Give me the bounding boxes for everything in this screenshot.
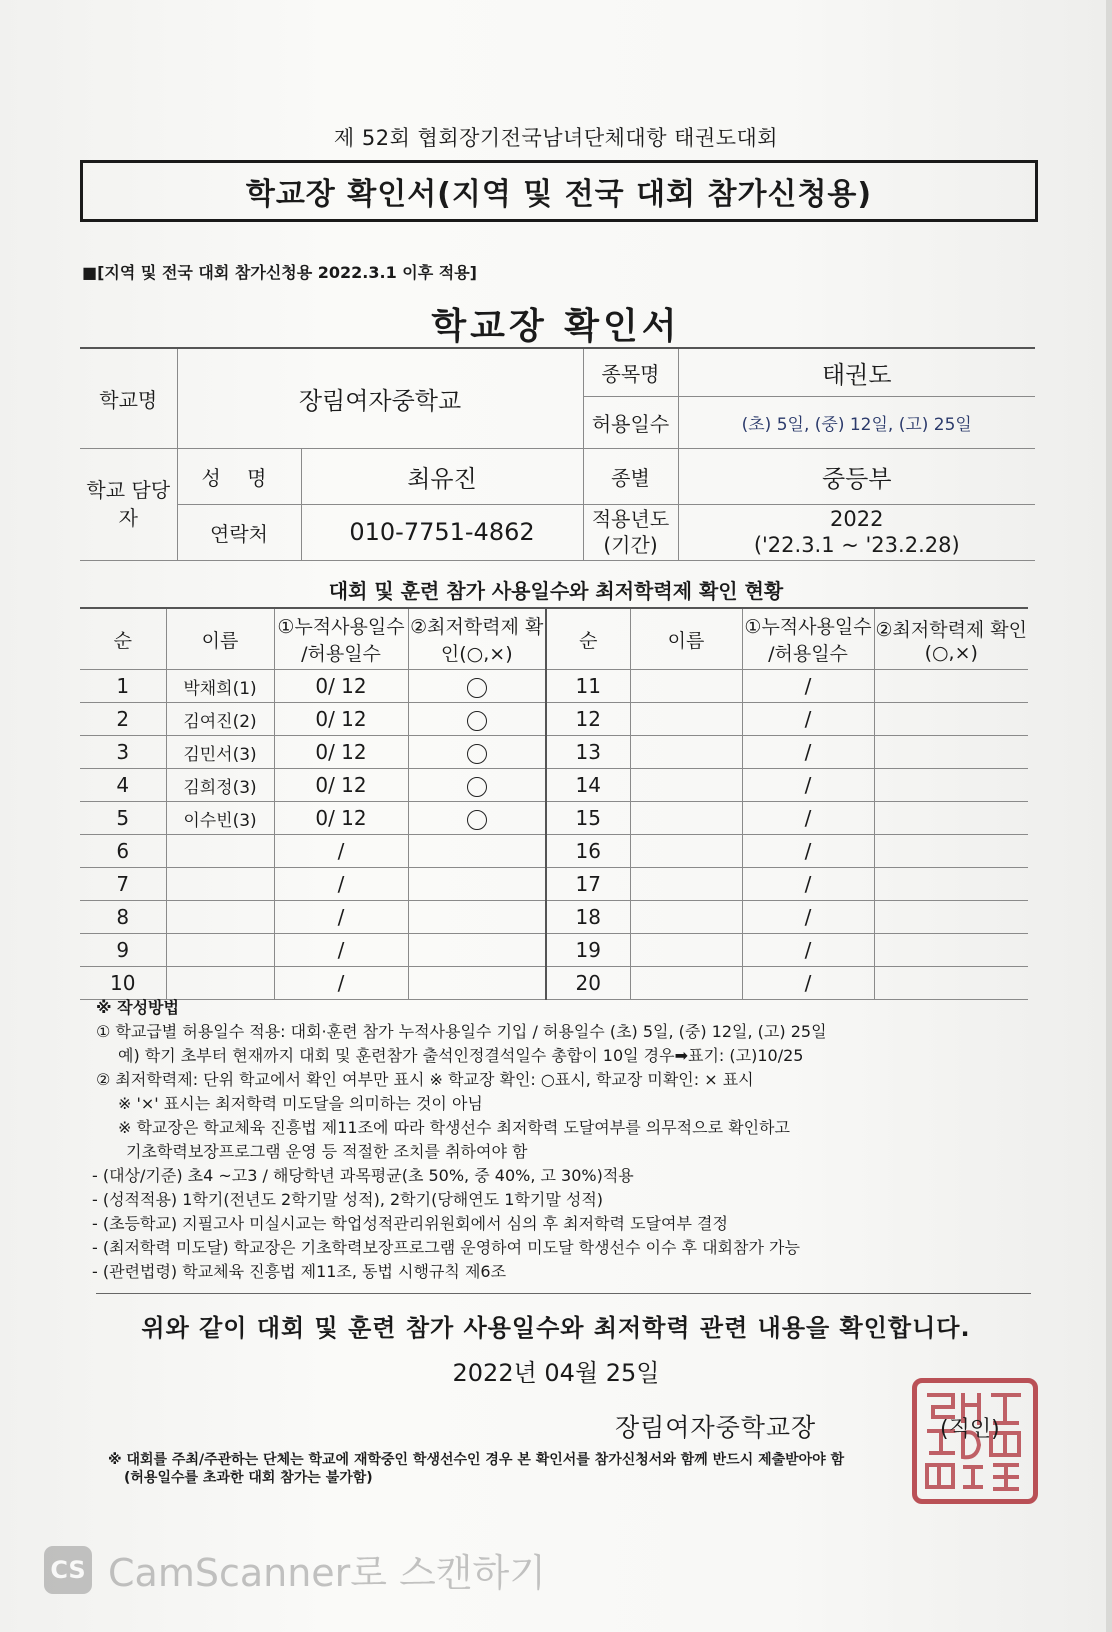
row-name-right [630, 736, 742, 769]
instructions-heading: ※ 작성방법 [96, 998, 179, 1017]
row-days: 0/ 12 [274, 736, 408, 769]
row-days-right: / [742, 769, 874, 802]
event-value: 태권도 [678, 348, 1035, 396]
row-no-right: 12 [546, 703, 630, 736]
row-no: 2 [80, 703, 166, 736]
instruction-line: 기초학력보장프로그램 운영 등 적절한 조치를 취하여야 함 [126, 1142, 528, 1161]
event-label: 종목명 [583, 348, 678, 396]
row-days: 0/ 12 [274, 703, 408, 736]
allowed-days-label: 허용일수 [583, 396, 678, 448]
row-no-right: 14 [546, 769, 630, 802]
row-days: / [274, 934, 408, 967]
circle-mark-icon [467, 810, 487, 830]
row-days-right: / [742, 736, 874, 769]
row-check-right [874, 967, 1028, 1000]
row-days: / [274, 901, 408, 934]
instruction-line: - (관련법령) 학교체육 진흥법 제11조, 동법 시행규칙 제6조 [92, 1262, 507, 1281]
application-notice: ■[지역 및 전국 대회 참가신청용 2022.3.1 이후 적용] [82, 263, 477, 282]
row-days-right: / [742, 670, 874, 703]
row-days-right: / [742, 703, 874, 736]
allowed-days-value: (초) 5일, (중) 12일, (고) 25일 [678, 396, 1035, 448]
row-days: / [274, 967, 408, 1000]
row-name-right [630, 967, 742, 1000]
row-name-right [630, 769, 742, 802]
row-days: / [274, 868, 408, 901]
row-no: 10 [80, 967, 166, 1000]
instruction-line: ※ '×' 표시는 최저학력 미도달을 의미하는 것이 아님 [118, 1094, 483, 1113]
row-name: 이수빈(3) [166, 802, 274, 835]
row-name-right [630, 835, 742, 868]
boxed-title: 학교장 확인서(지역 및 전국 대회 참가신청용) [80, 160, 1038, 222]
name-value: 최유진 [301, 448, 583, 504]
row-name-right [630, 934, 742, 967]
row-name: 김민서(3) [166, 736, 274, 769]
row-no: 1 [80, 670, 166, 703]
row-days-right: / [742, 802, 874, 835]
row-check-right [874, 802, 1028, 835]
row-days-right: / [742, 967, 874, 1000]
row-days-right: / [742, 835, 874, 868]
period-value: ('22.3.1 ~ '23.2.28) [753, 533, 960, 557]
row-check [408, 835, 546, 868]
row-check [408, 769, 546, 802]
competition-title: 제 52회 협회장기전국남녀단체대항 태권도대회 [333, 126, 779, 150]
row-days-right: / [742, 934, 874, 967]
row-no-right: 16 [546, 835, 630, 868]
instruction-line: - (초등학교) 지필고사 미실시교는 학업성적관리위원회에서 심의 후 최저학력 도달여부 결정 [92, 1214, 728, 1233]
manager-label: 학교 담당자 [80, 448, 177, 560]
instruction-line: ② 최저학력제: 단위 학교에서 확인 여부만 표시 ※ 학교장 확인: ○표시, 학교장 미확인: × 표시 [96, 1070, 754, 1089]
school-value: 장림여자중학교 [177, 348, 583, 448]
footnote [108, 1451, 1008, 1487]
school-label: 학교명 [80, 348, 177, 448]
principal-name: 장림여자중학교장 [615, 1413, 817, 1442]
header-days-right: ①누적사용일수 /허용일수 [742, 608, 874, 670]
circle-mark-icon [467, 711, 487, 731]
footnote-line-2: (허용일수를 초과한 대회 참가는 불가함) [124, 1470, 373, 1486]
header-name: 이름 [166, 608, 274, 670]
confirmation-statement: 위와 같이 대회 및 훈련 참가 사용일수와 최저학력 관련 내용을 확인합니다. [141, 1314, 971, 1342]
row-check [408, 802, 546, 835]
row-check-right [874, 934, 1028, 967]
row-no: 8 [80, 901, 166, 934]
row-check-right [874, 769, 1028, 802]
header-academic-right: ②최저학력제 확인(○,×) [874, 608, 1028, 670]
row-no-right: 15 [546, 802, 630, 835]
row-name [166, 934, 274, 967]
row-days: / [274, 835, 408, 868]
roster-table [80, 607, 1028, 1000]
row-check [408, 901, 546, 934]
row-no: 3 [80, 736, 166, 769]
instruction-line: - (성적적용) 1학기(전년도 2학기말 성적), 2학기(당해연도 1학기말 성적) [92, 1190, 604, 1209]
row-name-right [630, 868, 742, 901]
row-days: 0/ 12 [274, 802, 408, 835]
row-no: 9 [80, 934, 166, 967]
circle-mark-icon [467, 744, 487, 764]
row-name [166, 967, 274, 1000]
camscanner-logo-icon: CS [44, 1546, 92, 1594]
row-name [166, 868, 274, 901]
row-check [408, 868, 546, 901]
instruction-line: 예) 학기 초부터 현재까지 대회 및 훈련참가 출석인정결석일수 총합이 10일 경우➡표기: (고)10/25 [118, 1046, 804, 1065]
row-check-right [874, 835, 1028, 868]
row-no-right: 20 [546, 967, 630, 1000]
row-no: 7 [80, 868, 166, 901]
header-no: 순 [80, 608, 166, 670]
year-cell [678, 504, 1035, 560]
row-no: 6 [80, 835, 166, 868]
row-check [408, 934, 546, 967]
row-name-right [630, 703, 742, 736]
instruction-line: - (최저학력 미도달) 학교장은 기초학력보장프로그램 운영하여 미도달 학생선수 이수 후 대회참가 가능 [92, 1238, 800, 1257]
school-info-table [80, 347, 1035, 561]
row-no-right: 18 [546, 901, 630, 934]
instructions [92, 996, 1036, 1284]
row-no-right: 11 [546, 670, 630, 703]
row-check [408, 703, 546, 736]
table-row [80, 901, 1028, 934]
row-check-right [874, 868, 1028, 901]
row-days-right: / [742, 901, 874, 934]
seal-label: (직인) [940, 1417, 1000, 1442]
table-row [80, 868, 1028, 901]
row-name: 김희정(3) [166, 769, 274, 802]
table-row [80, 736, 1028, 769]
row-check [408, 670, 546, 703]
row-name [166, 901, 274, 934]
row-no-right: 19 [546, 934, 630, 967]
year-label: 적용년도 (기간) [583, 504, 678, 560]
row-name-right [630, 670, 742, 703]
division-value: 중등부 [678, 448, 1035, 504]
division-label: 종별 [583, 448, 678, 504]
instruction-line: ※ 학교장은 학교체육 진흥법 제11조에 따라 학생선수 최저학력 도달여부를 의무적으로 확인하고 [118, 1118, 790, 1137]
table-row [80, 934, 1028, 967]
row-no: 4 [80, 769, 166, 802]
table-row [80, 670, 1028, 703]
row-name-right [630, 802, 742, 835]
row-check [408, 736, 546, 769]
table-row [80, 769, 1028, 802]
header-name-right: 이름 [630, 608, 742, 670]
name-label: 성 명 [177, 448, 301, 504]
row-check-right [874, 901, 1028, 934]
header-no-right: 순 [546, 608, 630, 670]
row-days-right: / [742, 868, 874, 901]
table-row [80, 835, 1028, 868]
row-no-right: 13 [546, 736, 630, 769]
row-check-right [874, 736, 1028, 769]
row-name-right [630, 901, 742, 934]
camscanner-watermark [44, 1542, 546, 1597]
circle-mark-icon [467, 777, 487, 797]
row-days: 0/ 12 [274, 769, 408, 802]
row-check [408, 967, 546, 1000]
watermark-text: CamScanner로 스캔하기 [108, 1551, 546, 1595]
table-row [80, 967, 1028, 1000]
main-title: 학교장 확인서 [431, 306, 681, 347]
row-check-right [874, 670, 1028, 703]
year-value: 2022 [830, 507, 884, 531]
row-name [166, 835, 274, 868]
row-name: 박채희(1) [166, 670, 274, 703]
table-row [80, 802, 1028, 835]
header-days: ①누적사용일수 /허용일수 [274, 608, 408, 670]
document-date: 2022년 04월 25일 [452, 1359, 660, 1387]
section-title: 대회 및 훈련 참가 사용일수와 최저학력제 확인 현황 [328, 579, 784, 603]
row-no-right: 17 [546, 868, 630, 901]
row-name: 김여진(2) [166, 703, 274, 736]
instruction-line: ① 학교급별 허용일수 적용: 대회·훈련 참가 누적사용일수 기입 / 허용일수 (초) 5일, (중) 12일, (고) 25일 [96, 1022, 827, 1041]
divider [96, 1293, 1031, 1294]
roster-header-row [80, 608, 1028, 670]
contact-label: 연락처 [177, 504, 301, 560]
table-row [80, 703, 1028, 736]
row-days: 0/ 12 [274, 670, 408, 703]
contact-value: 010-7751-4862 [301, 504, 583, 560]
instruction-line: - (대상/기준) 초4 ~고3 / 해당학년 과목평균(초 50%, 중 40%, 고 30%)적용 [92, 1166, 634, 1185]
footnote-line-1: ※ 대회를 주최/주관하는 단체는 학교에 재학중인 학생선수인 경우 본 확인서를 참가신청서와 함께 반드시 제출받아야 함 [108, 1452, 845, 1468]
row-check-right [874, 703, 1028, 736]
header-academic: ②최저학력제 확인(○,×) [408, 608, 546, 670]
circle-mark-icon [467, 678, 487, 698]
row-no: 5 [80, 802, 166, 835]
